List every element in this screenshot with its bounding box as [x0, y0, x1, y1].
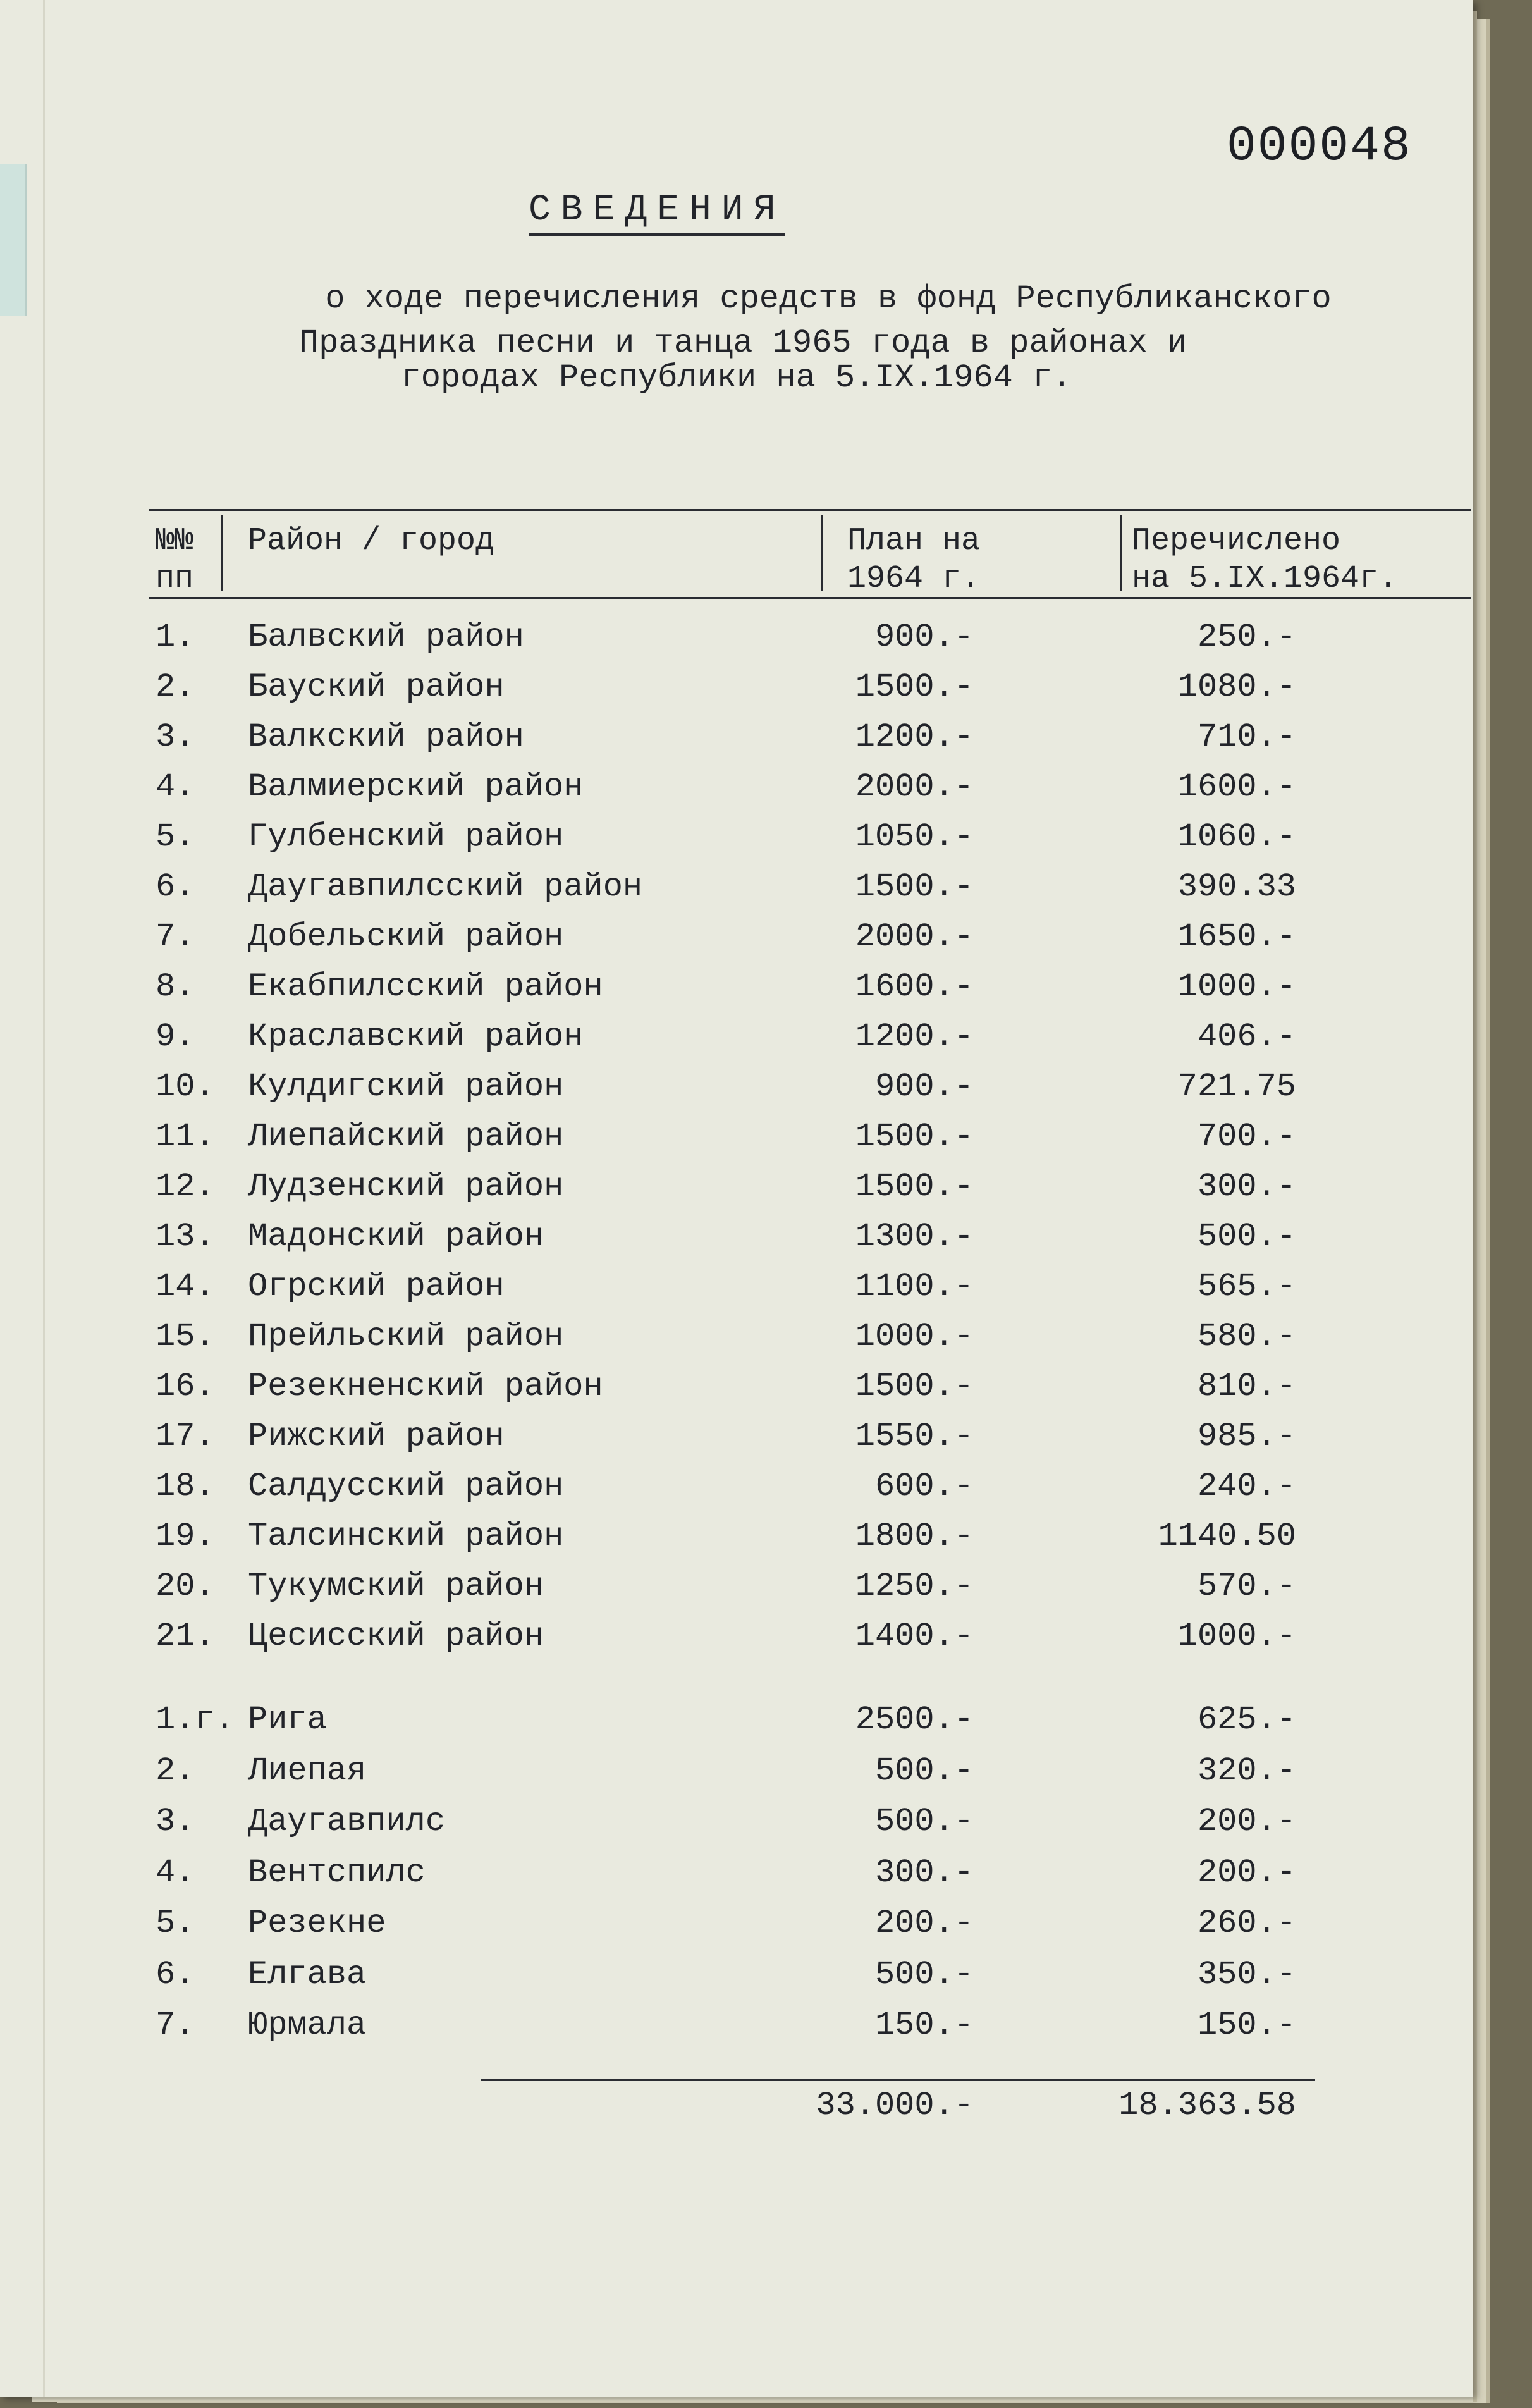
row-paid: 985.-	[1197, 1418, 1296, 1455]
row-name: Гулбенский район	[248, 818, 564, 856]
row-plan: 1600.-	[855, 968, 974, 1005]
table-header-rule	[149, 597, 1471, 599]
row-paid: 1140.50	[1158, 1518, 1296, 1555]
row-number: 11.	[156, 1118, 215, 1155]
row-plan: 1200.-	[855, 1018, 974, 1055]
row-name: Екабпилсский район	[248, 968, 603, 1005]
row-plan: 2500.-	[855, 1701, 974, 1738]
row-number: 13.	[156, 1218, 215, 1255]
row-plan: 1200.-	[855, 718, 974, 756]
row-plan: 1500.-	[855, 868, 974, 906]
row-plan: 300.-	[874, 1853, 974, 1891]
row-number: 21.	[156, 1618, 215, 1655]
row-paid: 570.-	[1197, 1568, 1296, 1605]
row-name: Рига	[248, 1701, 327, 1738]
row-name: Валкский район	[248, 718, 524, 756]
row-paid: 240.-	[1197, 1468, 1296, 1505]
row-plan: 1800.-	[855, 1518, 974, 1555]
row-name: Добельский район	[248, 918, 564, 955]
row-plan: 1000.-	[855, 1318, 974, 1355]
row-plan: 1550.-	[855, 1418, 974, 1455]
row-plan: 500.-	[874, 1803, 974, 1840]
row-number: 2.	[156, 1752, 195, 1790]
row-name: Лиепайский район	[248, 1118, 564, 1155]
row-name: Валмиерский район	[248, 768, 584, 806]
row-name: Мадонский район	[248, 1218, 544, 1255]
row-paid: 710.-	[1197, 718, 1296, 756]
row-plan: 2000.-	[855, 768, 974, 806]
row-plan: 900.-	[874, 1068, 974, 1105]
row-paid: 1000.-	[1177, 968, 1296, 1005]
row-number: 3.	[156, 718, 195, 756]
row-plan: 500.-	[874, 1955, 974, 1993]
header-paid: Перечислено на 5.IX.1964г.	[1132, 523, 1398, 597]
row-paid: 565.-	[1197, 1268, 1296, 1305]
row-plan: 1500.-	[855, 1368, 974, 1405]
row-paid: 300.-	[1197, 1168, 1296, 1205]
row-plan: 1050.-	[855, 818, 974, 856]
row-plan: 1500.-	[855, 668, 974, 706]
header-name: Район / город	[248, 523, 495, 559]
row-paid: 350.-	[1197, 1955, 1296, 1993]
row-paid: 721.75	[1177, 1068, 1296, 1105]
row-plan: 900.-	[874, 618, 974, 656]
row-paid: 1650.-	[1177, 918, 1296, 955]
row-paid: 1000.-	[1177, 1618, 1296, 1655]
row-number: 1.	[156, 618, 195, 656]
row-paid: 200.-	[1197, 1803, 1296, 1840]
row-name: Елгава	[248, 1955, 367, 1993]
row-number: 18.	[156, 1468, 215, 1505]
row-plan: 1250.-	[855, 1568, 974, 1605]
row-paid: 200.-	[1197, 1853, 1296, 1891]
row-plan: 500.-	[874, 1752, 974, 1790]
row-name: Даугавпилс	[248, 1803, 446, 1840]
row-name: Огрский район	[248, 1268, 505, 1305]
row-number: 5.	[156, 818, 195, 856]
row-name: Талсинский район	[248, 1518, 564, 1555]
subtitle-line-2: Праздника песни и танца 1965 года в районах и	[298, 324, 1187, 362]
header-divider	[1120, 515, 1122, 591]
header-num: №№ пп	[156, 523, 194, 597]
row-plan: 1500.-	[855, 1168, 974, 1205]
subtitle-line-3: городах Республики на 5.IX.1964 г.	[401, 359, 1072, 396]
row-plan: 1100.-	[855, 1268, 974, 1305]
row-name: Кулдигский район	[248, 1068, 564, 1105]
row-plan: 1300.-	[855, 1218, 974, 1255]
row-name: Лиепая	[248, 1752, 367, 1790]
row-number: 5.	[156, 1905, 195, 1942]
row-paid: 810.-	[1197, 1368, 1296, 1405]
row-name: Резекне	[248, 1905, 386, 1942]
row-paid: 150.-	[1197, 2006, 1296, 2044]
row-number: 8.	[156, 968, 195, 1005]
row-paid: 1060.-	[1177, 818, 1296, 856]
row-plan: 200.-	[874, 1905, 974, 1942]
total-paid: 18.363.58	[1118, 2087, 1296, 2124]
table-top-rule	[149, 509, 1471, 511]
row-paid: 250.-	[1197, 618, 1296, 656]
row-number: 17.	[156, 1418, 215, 1455]
row-number: 2.	[156, 668, 195, 706]
row-name: Цесисский район	[248, 1618, 544, 1655]
row-name: Салдусский район	[248, 1468, 564, 1505]
row-name: Рижский район	[248, 1418, 505, 1455]
row-number: 6.	[156, 868, 195, 906]
document-title: СВЕДЕНИЯ	[529, 190, 785, 236]
row-number: 7.	[156, 918, 195, 955]
row-name: Прейльский район	[248, 1318, 564, 1355]
totals-rule	[481, 2079, 1315, 2081]
row-number: 19.	[156, 1518, 215, 1555]
row-number: 3.	[156, 1803, 195, 1840]
document-number: 000048	[1227, 119, 1412, 175]
row-name: Юрмала	[248, 2006, 367, 2044]
row-paid: 390.33	[1177, 868, 1296, 906]
row-number: 9.	[156, 1018, 195, 1055]
row-number: 15.	[156, 1318, 215, 1355]
row-number: 4.	[156, 1853, 195, 1891]
row-paid: 320.-	[1197, 1752, 1296, 1790]
row-name: Бауский район	[248, 668, 505, 706]
row-paid: 1600.-	[1177, 768, 1296, 806]
row-number: 14.	[156, 1268, 215, 1305]
row-plan: 150.-	[874, 2006, 974, 2044]
row-paid: 700.-	[1197, 1118, 1296, 1155]
row-name: Резекненский район	[248, 1368, 603, 1405]
row-plan: 1500.-	[855, 1118, 974, 1155]
row-number: 12.	[156, 1168, 215, 1205]
row-name: Тукумский район	[248, 1568, 544, 1605]
row-number: 4.	[156, 768, 195, 806]
header-plan: План на 1964 г.	[847, 523, 981, 597]
row-plan: 1400.-	[855, 1618, 974, 1655]
header-divider	[821, 515, 823, 591]
row-name: Лудзенский район	[248, 1168, 564, 1205]
row-number: 16.	[156, 1368, 215, 1405]
row-name: Даугавпилсский район	[248, 868, 643, 906]
row-number: 20.	[156, 1568, 215, 1605]
row-paid: 500.-	[1197, 1218, 1296, 1255]
row-name: Краславский район	[248, 1018, 584, 1055]
row-number: 7.	[156, 2006, 195, 2044]
row-paid: 580.-	[1197, 1318, 1296, 1355]
subtitle-line-1: о ходе перечисления средств в фонд Республиканского	[325, 280, 1332, 317]
row-paid: 625.-	[1197, 1701, 1296, 1738]
row-number: 10.	[156, 1068, 215, 1105]
row-number: 6.	[156, 1955, 195, 1993]
row-plan: 2000.-	[855, 918, 974, 955]
row-paid: 1080.-	[1177, 668, 1296, 706]
header-divider	[221, 515, 223, 591]
row-name: Балвский район	[248, 618, 524, 656]
row-paid: 406.-	[1197, 1018, 1296, 1055]
row-plan: 600.-	[874, 1468, 974, 1505]
row-name: Вентспилс	[248, 1853, 426, 1891]
row-number: 1.г.	[156, 1701, 235, 1738]
row-paid: 260.-	[1197, 1905, 1296, 1942]
total-plan: 33.000.-	[816, 2087, 974, 2124]
